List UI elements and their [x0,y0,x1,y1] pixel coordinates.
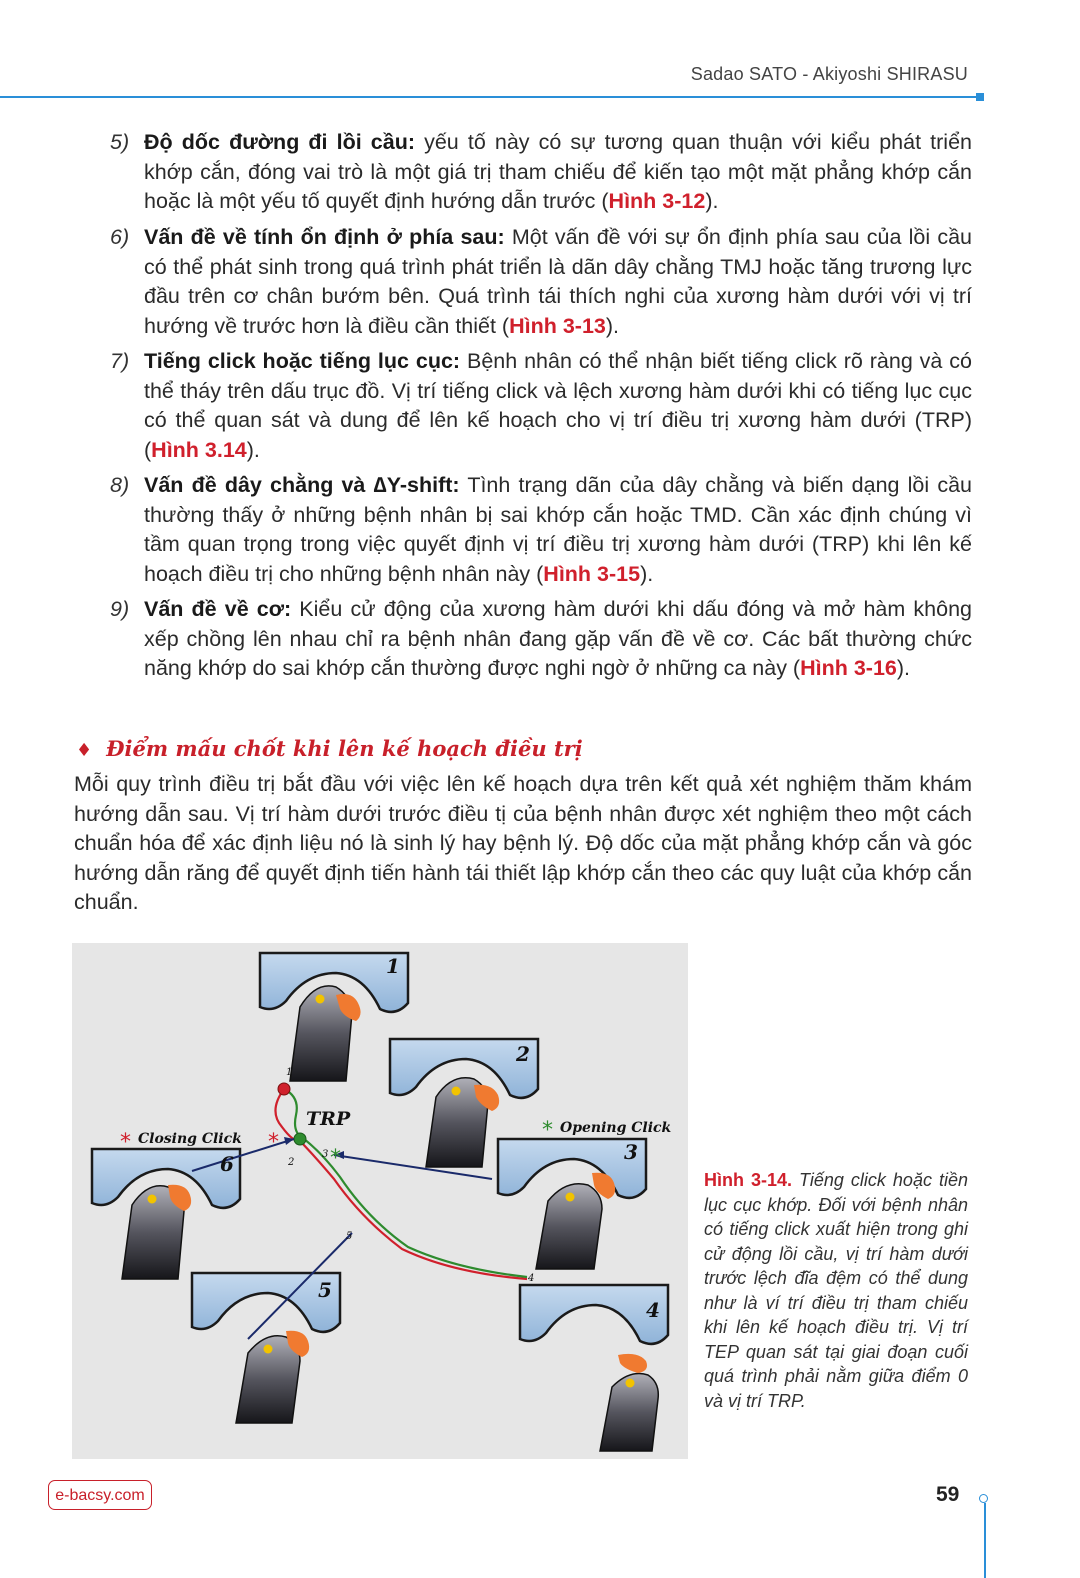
item-number: 8) [110,473,130,497]
item-end: ). [705,189,719,213]
item-lead: Độ dốc đường đi lồi cầu: [144,130,415,154]
item-lead: Vấn đề dây chằng và ∆Y-shift: [144,473,460,497]
item-number: 5) [110,130,130,154]
caption-text: Tiếng click hoặc tiền lục cục khớp. Đối với bệnh nhân có tiếng click xuất hiện trong ghi cử động lồi cầu, vị trí hàm dưới trước lệch đĩa đệm có thể dung như là ví trí điều trị tham chiếu khi lên kế hoạch điều trị. Vị trí TEP quan sát tại giai đoạn cuối quá trình phải nằm giữa điểm 0 và vị trí TRP. [704,1170,968,1411]
list-item-6 [110,223,972,341]
list-item-9 [110,595,972,684]
section-paragraph: Mỗi quy trình điều trị bắt đầu với việc lên kế hoạch dựa trên kết quả xét nghiệm thăm khám hướng dẫn sau. Vị trí hàm dưới trước điều tị của bệnh nhân được xét nghiệm theo một cách chuẩn hóa để xác định liệu nó là sinh lý hay bệnh lý. Độ dốc của mặt phẳng khớp cắn và góc hướng dẫn răng để quyết định tiến hành tái thiết lập khớp cắn theo các quy luật của khớp cắn chuẩn. [74,772,972,914]
item-number: 6) [110,225,130,249]
header-author: Sadao SATO - Akiyoshi SHIRASU [690,64,968,84]
figure-reference-link[interactable]: Hình 3-16 [800,656,897,680]
joint-panel-6 [92,1149,240,1279]
item-end: ). [605,313,620,338]
item-number: 9) [110,597,130,621]
path-point-1: 1 [286,1067,293,1078]
figure-reference-link[interactable]: Hình 3.14 [151,437,247,462]
panel-number-2: 2 [516,1042,530,1066]
list-item-5 [110,128,972,217]
item-text: Kiểu cử động của xương hàm dưới khi dấu đóng và mở hàm không xếp chồng lên nhau chỉ ra bệnh nhân đang gặp vấn đề về cơ. Các bất thường chức năng khớp do sai khớp cắn thường được nghi ngờ ở những ca này ( [144,597,972,680]
path-point-3: 3 [322,1149,329,1160]
path-point-5: 5 [346,1231,353,1242]
opening-star-small-icon: * [330,1146,341,1171]
site-logo: e-bacsy.com [48,1480,152,1510]
caption-label: Hình 3-14. [704,1170,793,1190]
item-text: yếu tố này có sự tương quan thuận với kiểu phát triển khớp cắn, đóng vai trò là một giá trị tham chiếu để kiến tạo một mặt phẳng khớp cắn hoặc là một yếu tố quyết định hướng dẫn trước ( [144,130,972,213]
item-text: Một vấn đề với sự ổn định phía sau của lồi cầu có thể phát sinh trong quá trình phát triển là dãn dây chằng TMJ hoặc tăng trương lực đầu trên cơ chân bướm bên. Quá trình tái thích nghi của xương hàm dưới với vị trí hướng về trước hơn là điều cần thiết ( [144,225,972,338]
list-item-8 [110,471,972,589]
header-rule [0,96,976,98]
list-item-7 [110,347,972,465]
item-end: ). [640,561,654,586]
figure-3-14 [72,943,688,1459]
page-number: 59 [936,1483,960,1506]
item-text: Tình trạng dãn của dây chằng và biến dạng lồi cầu thường thấy ở những bệnh nhân bị sai khớp cắn hoặc TMD. Cần xác định chúng vì tầm quan trọng trong việc quyết định vị trí điều trị xương hàm dưới (TRP) khi lên kế hoạch điều trị cho những bệnh nhân này ( [144,473,972,586]
diamond-bullet-icon: ♦ [76,740,93,761]
opening-star-icon: * [542,1118,553,1143]
path-point-2: 2 [288,1157,295,1168]
item-number: 7) [110,349,130,373]
panel-number-6: 6 [220,1152,234,1176]
item-lead: Vấn đề về cơ: [144,597,292,621]
panel-number-4: 4 [646,1298,660,1322]
header-square [976,93,984,101]
trp-star-icon: * [268,1130,279,1155]
closing-click-label: Closing Click [138,1131,242,1147]
panel-number-3: 3 [624,1140,638,1164]
footer-dot-icon [979,1494,988,1503]
figure-reference-link[interactable]: Hình 3-15 [543,561,641,586]
figure-caption [704,1168,968,1413]
figure-reference-link[interactable]: Hình 3-13 [509,313,606,338]
footer-line [984,1503,986,1578]
item-text: Bệnh nhân có thể nhận biết tiếng click rõ ràng và có thể tháy trên dấu trục đồ. Vị trí tiếng click và lệch xương hàm dưới khi có tiếng lục cục có thể quan sát và dung để lên kế hoạch cho vị trí điều trị xương hàm dưới (TRP) ( [144,349,972,462]
closing-star-icon: * [120,1130,131,1155]
panel-number-5: 5 [318,1278,332,1302]
figure-reference-link[interactable]: Hình 3-12 [608,189,706,213]
path-point-4: 4 [528,1273,535,1284]
item-lead: Vấn đề về tính ổn định ở phía sau: [144,225,505,249]
opening-click-label: Opening Click [560,1120,672,1136]
section-heading [76,736,583,761]
item-end: ). [896,656,911,680]
trp-label: TRP [306,1108,351,1130]
section-title: Điểm mấu chốt khi lên kế hoạch điều trị [106,736,583,761]
panel-number-1: 1 [386,954,400,978]
item-end: ). [246,437,260,462]
condyle-diagram [72,943,688,1459]
item-lead: Tiếng click hoặc tiếng lục cục: [144,349,461,373]
